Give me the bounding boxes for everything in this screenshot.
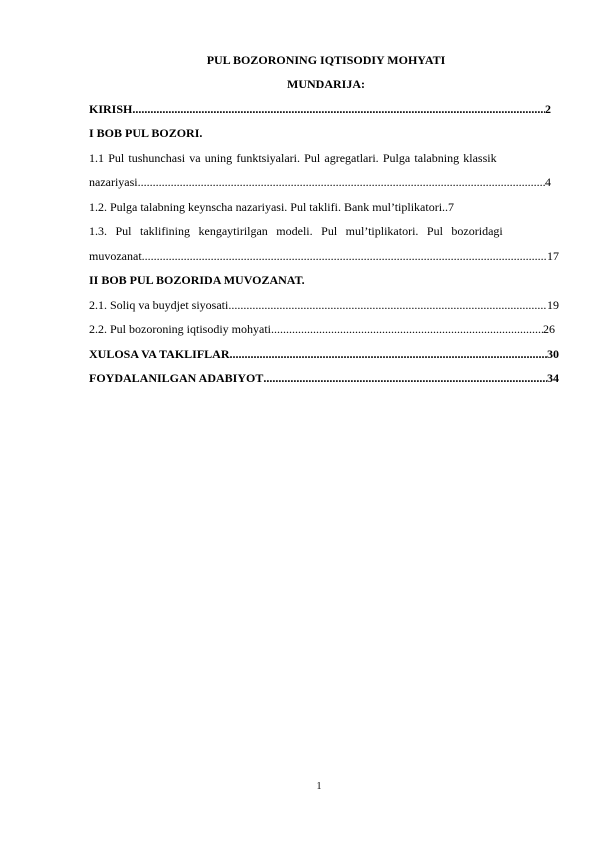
toc-entry-1-3-line2 bbox=[89, 248, 559, 264]
toc-entry-page: 17 bbox=[547, 249, 559, 263]
toc-entry-2-1 bbox=[89, 297, 559, 313]
toc-entry-label: KIRISH bbox=[89, 102, 133, 116]
toc-entry-kirish bbox=[89, 101, 551, 117]
toc-entry-label: muvozanat bbox=[89, 249, 142, 263]
toc-entry-1-1-line1 bbox=[89, 150, 559, 166]
page-number: 1 bbox=[316, 781, 322, 792]
toc-heading: MUNDARIJA: bbox=[287, 77, 365, 91]
toc-entry-1-2: 1.2. Pulga talabning keynscha nazariyasi. Pul taklifi. Bank mul’tiplikatori..7 bbox=[89, 200, 455, 214]
toc-entry-page: 30 bbox=[547, 347, 559, 361]
toc-leader-dots bbox=[142, 248, 547, 264]
toc-entry-1-3-line1: 1.3. Pul taklifining kengaytirilgan modeli. Pul mul’tiplikatori. Pul bozoridagi bbox=[89, 224, 503, 238]
toc-entry-label: FOYDALANILGAN ADABIYOT bbox=[89, 371, 264, 385]
toc-entry-xulosa bbox=[89, 346, 559, 362]
toc-entry-label: 2.2. Pul bozoroning iqtisodiy mohyati bbox=[89, 322, 271, 336]
toc-entry-adabiyot bbox=[89, 370, 559, 386]
toc-entry-label: 1.1 Pul tushunchasi va uning funktsiyalari. Pul agregatlari. Pulga talabning klassik bbox=[89, 151, 497, 165]
toc-entry-label: 2.1. Soliq va buydjet siyosati bbox=[89, 298, 229, 312]
toc-leader-dots bbox=[138, 174, 545, 190]
toc-leader-dots bbox=[228, 297, 547, 313]
toc-entry-label: nazariyasi bbox=[89, 175, 138, 189]
toc-chapter-1: I BOB PUL BOZORI. bbox=[89, 126, 203, 140]
toc-entry-label: XULOSA VA TAKLIFLAR bbox=[89, 347, 230, 361]
toc-leader-dots bbox=[132, 101, 545, 117]
toc-entry-1-1-line2 bbox=[89, 174, 551, 190]
document-title: PUL BOZORONING IQTISODIY MOHYATI bbox=[206, 53, 446, 67]
toc-leader-dots bbox=[263, 370, 547, 386]
toc-entry-page: 4 bbox=[545, 175, 551, 189]
toc-entry-page: 2 bbox=[545, 102, 551, 116]
toc-leader-dots bbox=[230, 346, 548, 362]
toc-entry-page: 34 bbox=[547, 371, 559, 385]
toc-chapter-2: II BOB PUL BOZORIDA MUVOZANAT. bbox=[89, 273, 305, 287]
toc-entry-page: 26 bbox=[543, 322, 555, 336]
toc-entry-page: 19 bbox=[547, 298, 559, 312]
toc-entry-2-2 bbox=[89, 321, 555, 337]
toc-leader-dots bbox=[271, 321, 543, 337]
